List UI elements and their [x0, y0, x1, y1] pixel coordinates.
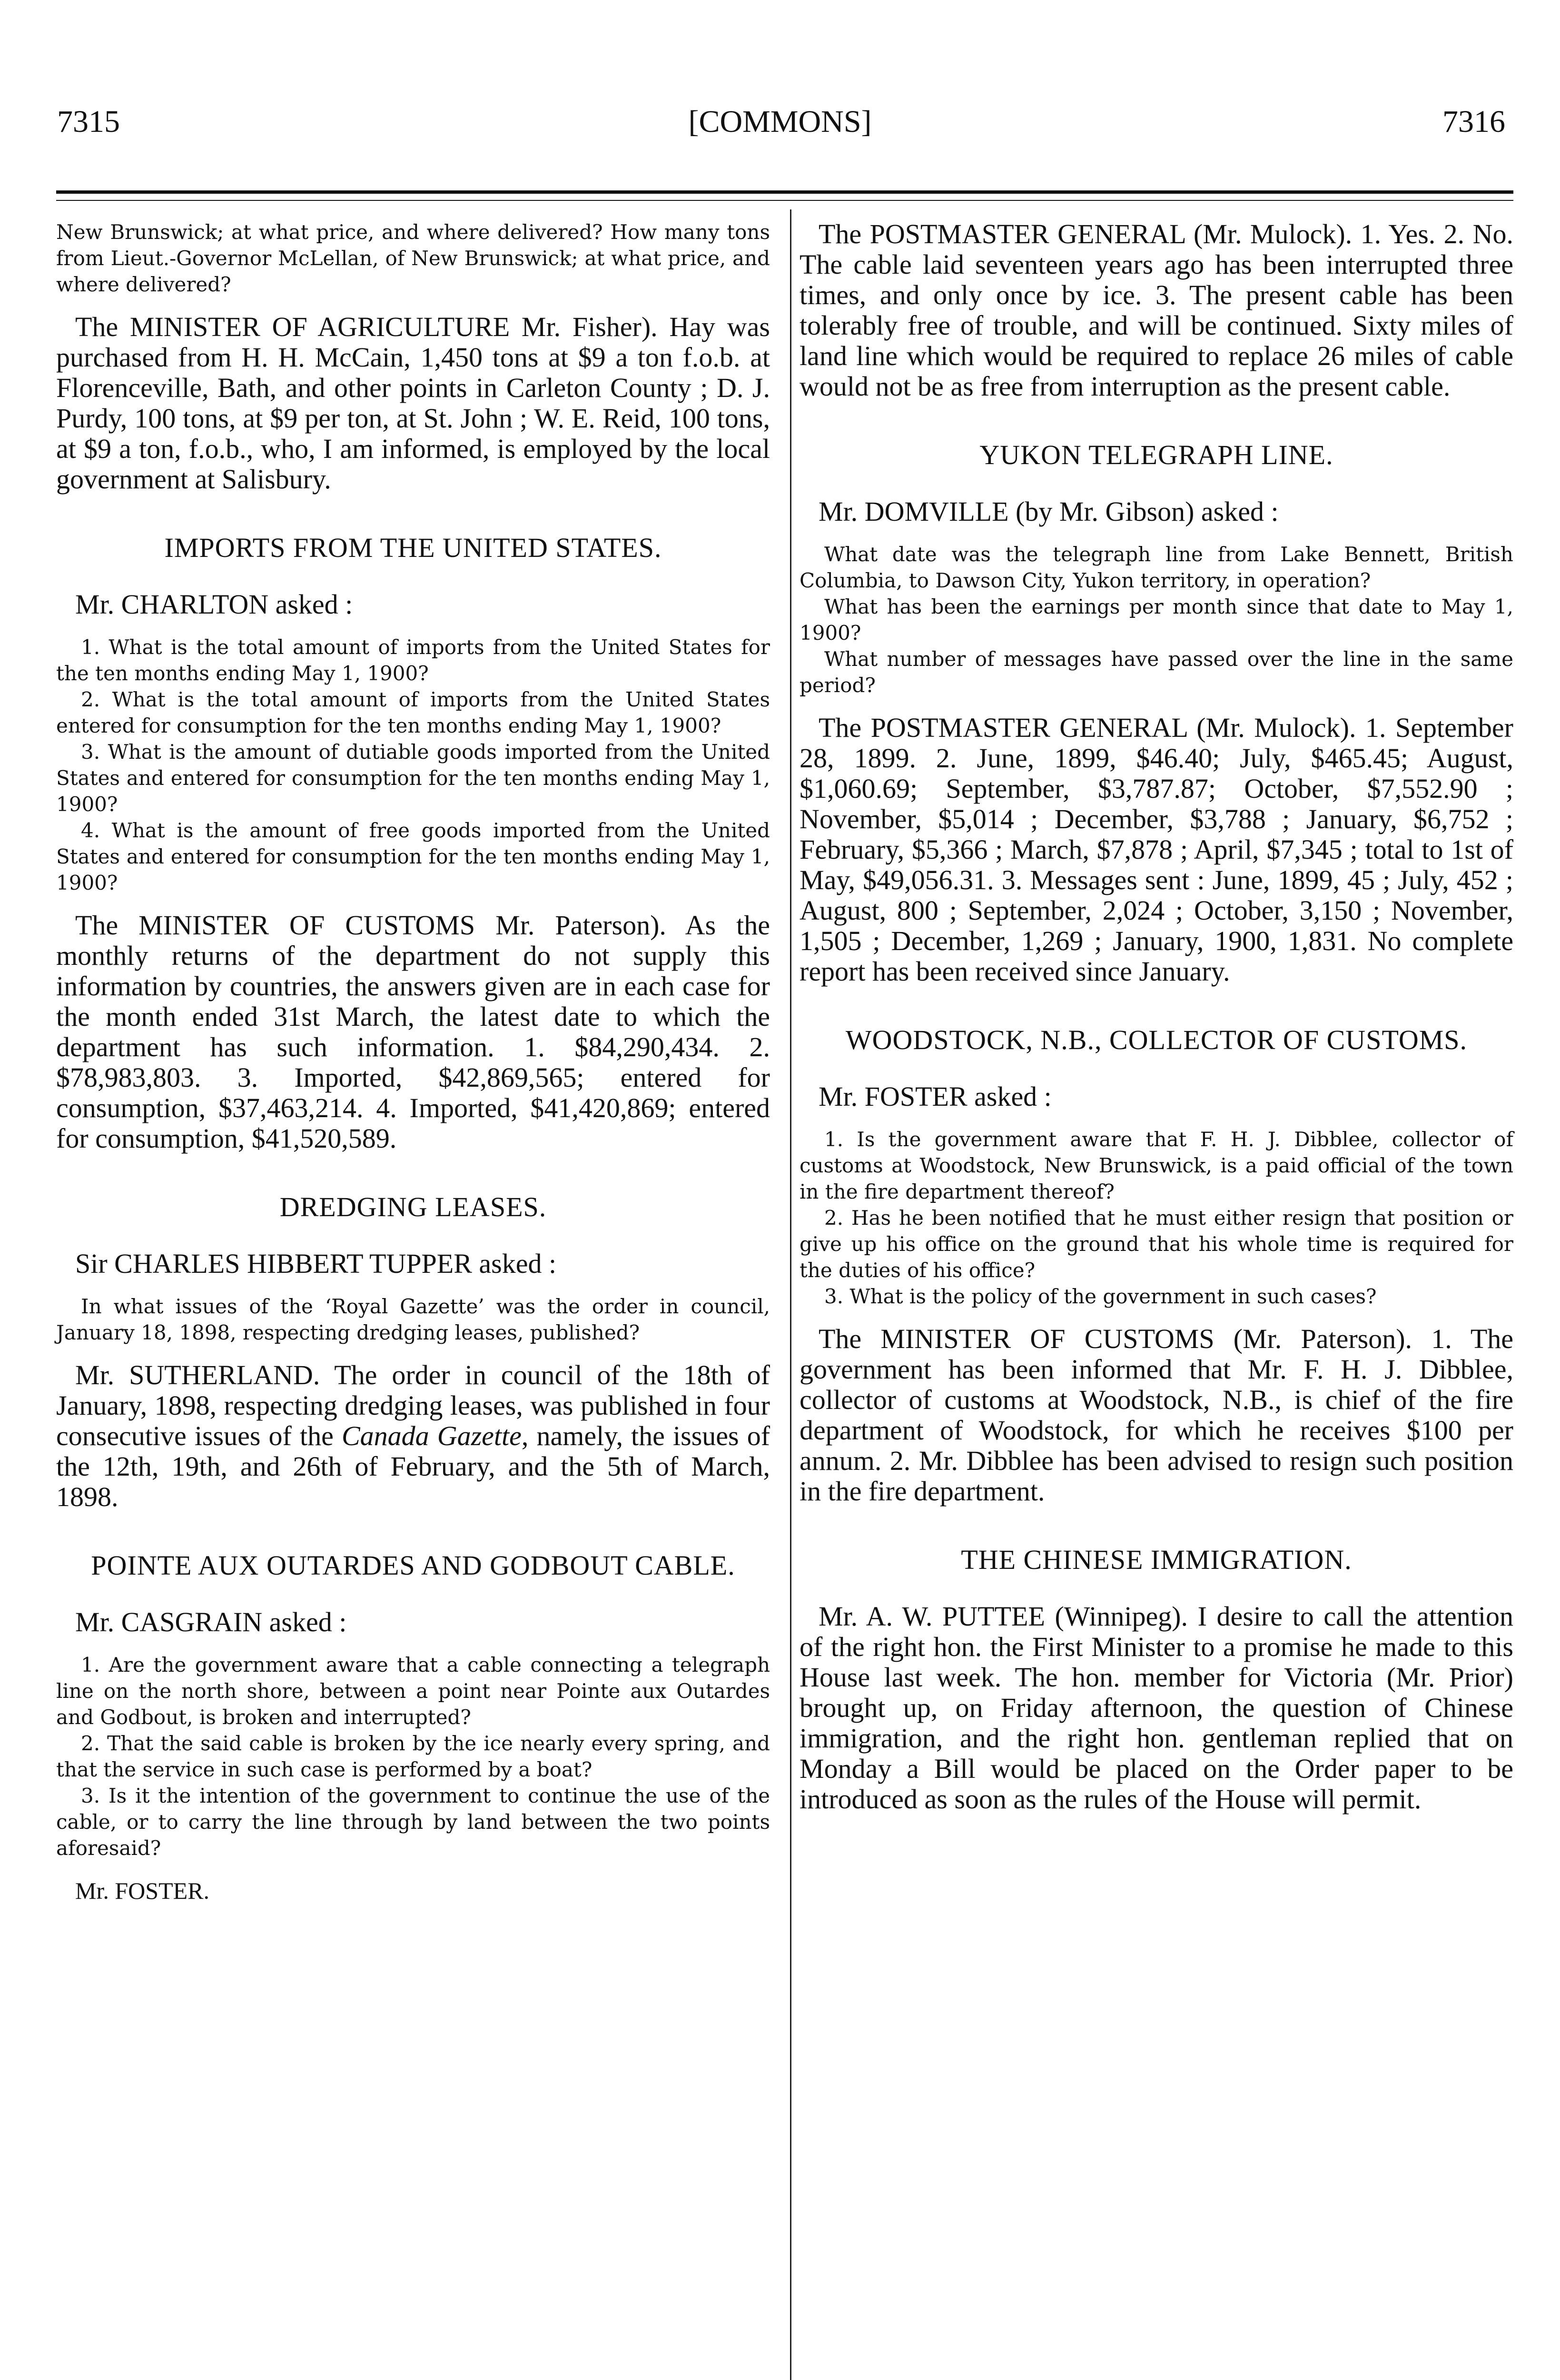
imports-question-1: 1. What is the total amount of imports from the United States for the ten months ending May 1, 1900? [56, 635, 770, 685]
imports-question-2: 2. What is the total amount of imports from the United States entered for consumption for the ten months ending May 1, 1900? [56, 688, 770, 737]
heading-pointe-aux-outardes: POINTE AUX OUTARDES AND GODBOUT CABLE. [91, 1550, 735, 1581]
asker-tupper: Sir CHARLES HIBBERT TUPPER asked : [75, 1248, 557, 1279]
answer-postmaster-yukon: The POSTMASTER GENERAL (Mr. Mulock). 1. September 28, 1899. 2. June, 1899, $46.40; July, $465.45; August, $1,060.69; September, $3,787.87; October, $7,552.90 ; November, $5,014 ; December, $3,788 ; January, $6,752 ; February, $5,366 ; March, $7,878 ; April, $7,345 ; total to 1st of May, $49,056.31. 3. Messages sent : June, 1899, 45 ; July, 452 ; August, 800 ; September, 2,024 ; October, 3,150 ; November, 1,505 ; December, 1,269 ; January, 1900, 1,831. No complete report has been received since January. [800, 712, 1513, 987]
answer-sutherland: Mr. SUTHERLAND. The order in council of the 18th of January, 1898, respecting dredging leases, was published in four consecutive issues of the Canada Gazette, namely, the issues of the 12th, 19th, and 26th of February, and the 5th of March, 1898. [56, 1359, 770, 1512]
asker-foster: Mr. FOSTER asked : [819, 1081, 1052, 1112]
column-divider [790, 209, 791, 2380]
page-header [0, 104, 1560, 147]
answer-postmaster-cable: The POSTMASTER GENERAL (Mr. Mulock). 1. Yes. 2. No. The cable laid seventeen years ago has been interrupted three times, and only once by ice. 3. The present cable has been tolerably free of trouble, and will be continued. Sixty miles of land line which would be required to replace 26 miles of cable would not be as free from interruption as the present cable. [800, 218, 1513, 402]
yukon-question-2: What has been the earnings per month since that date to May 1, 1900? [800, 595, 1513, 645]
asker-domville: Mr. DOMVILLE (by Mr. Gibson) asked : [819, 496, 1279, 527]
heading-imports: IMPORTS FROM THE UNITED STATES. [164, 532, 662, 563]
asker-charlton: Mr. CHARLTON asked : [75, 589, 353, 620]
woodstock-question-1: 1. Is the government aware that F. H. J. Dibblee, collector of customs at Woodstock, New Brunswick, is a paid official of the town in the fire department thereof? [800, 1128, 1513, 1203]
header-rule-thin [56, 200, 1513, 201]
answer-customs-imports: The MINISTER OF CUSTOMS Mr. Paterson). As the monthly returns of the department do not supply this information by countries, the answers given are in each case for the month ended 31st March, the latest date to which the department has such information. 1. $84,290,434. 2. $78,983,803. 3. Imported, $42,869,565; entered for consumption, $37,463,214. 4. Imported, $41,420,869; entered for consumption, $41,520,589. [56, 910, 770, 1154]
asker-casgrain: Mr. CASGRAIN asked : [75, 1606, 347, 1637]
cable-question-3: 3. Is it the intention of the government to continue the use of the cable, or to carry the line through by land between the two points aforesaid? [56, 1784, 770, 1860]
dredging-question: In what issues of the ‘Royal Gazette’ was the order in council, January 18, 1898, respecting dredging leases, published? [56, 1295, 770, 1344]
answer-agriculture: The MINISTER OF AGRICULTURE Mr. Fisher). Hay was purchased from H. H. McCain, 1,450 tons at $9 a ton f.o.b. at Florenceville, Bath, and other points in Carleton County ; D. J. Purdy, 100 tons, at $9 per ton, at St. John ; W. E. Reid, 100 tons, at $9 a ton, f.o.b., who, I am informed, is employed by the local government at Salisbury. [56, 311, 770, 495]
yukon-question-1: What date was the telegraph line from Lake Bennett, British Columbia, to Dawson City, Yukon territory, in operation? [800, 543, 1513, 592]
foster-reply-marker: Mr. FOSTER. [75, 1877, 210, 1904]
right-column [800, 219, 1513, 1815]
imports-question-4: 4. What is the amount of free goods imported from the United States and entered for consumption for the ten months ending May 1, 1900? [56, 819, 770, 894]
page-number-left: 7315 [57, 104, 120, 139]
cable-question-2: 2. That the said cable is broken by the ice nearly every spring, and that the service in such case is performed by a boat? [56, 1732, 770, 1781]
question-hay-continued: New Brunswick; at what price, and where delivered? How many tons from Lieut.-Governor McLellan, of New Brunswick; at what price, and where delivered? [56, 220, 770, 296]
heading-chinese-immigration: THE CHINESE IMMIGRATION. [961, 1544, 1352, 1575]
heading-woodstock: WOODSTOCK, N.B., COLLECTOR OF CUSTOMS. [845, 1024, 1468, 1055]
page-title: [COMMONS] [688, 104, 872, 139]
answer-customs-woodstock: The MINISTER OF CUSTOMS (Mr. Paterson). 1. The government has been informed that Mr. F. H. J. Dibblee, collector of customs at Woodstock, N.B., is chief of the fire department of Woodstock, for which he receives $100 per annum. 2. Mr. Dibblee has been advised to resign such position in the fire department. [800, 1323, 1513, 1507]
woodstock-question-3: 3. What is the policy of the government in such cases? [824, 1285, 1377, 1308]
header-rule-thick [56, 190, 1513, 194]
left-column [56, 219, 770, 1906]
yukon-question-3: What number of messages have passed over the line in the same period? [800, 647, 1513, 697]
speech-puttee: Mr. A. W. PUTTEE (Winnipeg). I desire to call the attention of the right hon. the First Minister to a promise he made to this House last week. The hon. member for Victoria (Mr. Prior) brought up, on Friday afternoon, the question of Chinese immigration, and the right hon. gentleman replied that on Monday a Bill would be placed on the Order paper to be introduced as soon as the rules of the House will permit. [800, 1601, 1513, 1815]
heading-yukon: YUKON TELEGRAPH LINE. [979, 439, 1333, 470]
cable-question-1: 1. Are the government aware that a cable connecting a telegraph line on the north shore, between a point near Pointe aux Outardes and Godbout, is broken and interrupted? [56, 1653, 770, 1729]
heading-dredging: DREDGING LEASES. [279, 1191, 547, 1222]
woodstock-question-2: 2. Has he been notified that he must either resign that position or give up his office on the ground that his whole time is required for the duties of his office? [800, 1206, 1513, 1282]
gazette-title: Canada Gazette [341, 1420, 522, 1451]
page-number-right: 7316 [1442, 104, 1505, 139]
imports-question-3: 3. What is the amount of dutiable goods imported from the United States and entered for consumption for the ten months ending May 1, 1900? [56, 740, 770, 816]
